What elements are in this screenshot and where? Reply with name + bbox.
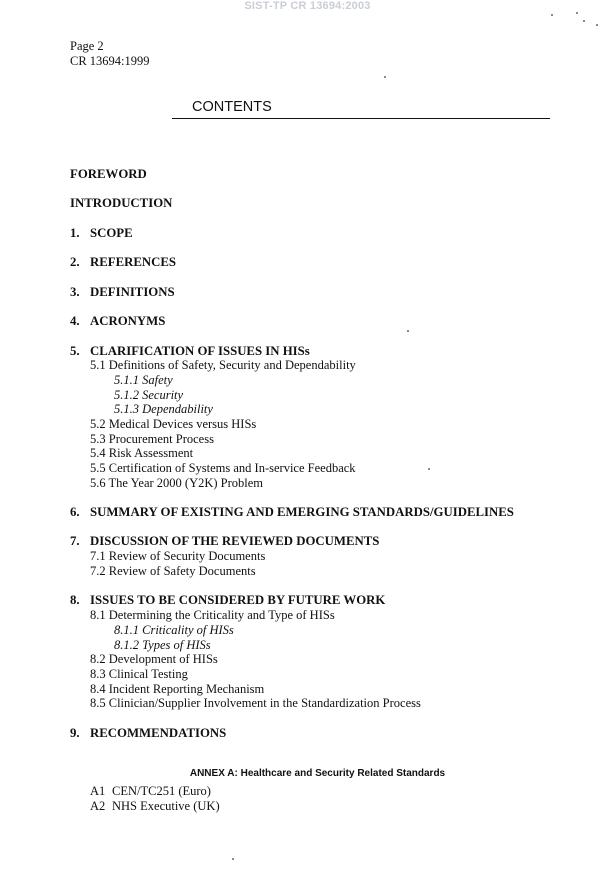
toc-entry-8-1[interactable]: 8.1 Determining the Criticality and Type of HISs (90, 608, 335, 622)
toc-entry-8-3[interactable]: 8.3 Clinical Testing (90, 667, 188, 681)
scan-speck (232, 858, 234, 860)
toc-entry-5-1-2[interactable]: 5.1.2 Security (114, 388, 184, 402)
annex-item-number: A2 (90, 799, 106, 813)
section-title: DEFINITIONS (90, 285, 175, 299)
section-title: ISSUES TO BE CONSIDERED BY FUTURE WORK (90, 593, 386, 607)
toc-entry-8-2[interactable]: 8.2 Development of HISs (90, 652, 218, 666)
toc-section-future-work[interactable] (70, 593, 385, 608)
scan-speck (596, 24, 598, 26)
toc-section-foreword[interactable] (70, 167, 147, 182)
section-title: SUMMARY OF EXISTING AND EMERGING STANDARDS/GUIDELINES (90, 505, 514, 519)
toc-section-acronyms[interactable] (70, 314, 165, 329)
scan-speck (428, 468, 430, 470)
toc-section-definitions[interactable] (70, 285, 175, 300)
section-title: CLARIFICATION OF ISSUES IN HISs (90, 344, 310, 358)
section-number: 8. (70, 593, 80, 607)
page-number: Page 2 (70, 39, 104, 53)
annex-item-label: NHS Executive (UK) (112, 799, 220, 813)
toc-entry-7-2[interactable]: 7.2 Review of Safety Documents (90, 564, 256, 578)
annex-item-number: A1 (90, 784, 106, 798)
scan-speck (407, 330, 409, 332)
toc-entry-7-1[interactable]: 7.1 Review of Security Documents (90, 549, 266, 563)
section-title: DISCUSSION OF THE REVIEWED DOCUMENTS (90, 534, 380, 548)
annex-item-label: CEN/TC251 (Euro) (112, 784, 211, 798)
section-number: 1. (70, 226, 80, 240)
section-title: ACRONYMS (90, 314, 166, 328)
toc-entry-8-4[interactable]: 8.4 Incident Reporting Mechanism (90, 682, 265, 696)
toc-section-scope[interactable] (70, 226, 133, 241)
section-title: INTRODUCTION (70, 196, 173, 210)
section-number: 9. (70, 726, 80, 740)
toc-entry-5-4[interactable]: 5.4 Risk Assessment (90, 446, 194, 460)
toc-entry-8-5[interactable]: 8.5 Clinician/Supplier Involvement in the Standardization Process (90, 696, 421, 710)
scan-speck (384, 76, 386, 78)
toc-entry-5-3[interactable]: 5.3 Procurement Process (90, 432, 214, 446)
section-number: 4. (70, 314, 80, 328)
toc-entry-8-1-1[interactable]: 8.1.1 Criticality of HISs (114, 623, 234, 637)
scan-speck (576, 12, 578, 14)
watermark: SIST-TP CR 13694:2003 (244, 0, 371, 12)
toc-entry-8-1-2[interactable]: 8.1.2 Types of HISs (114, 638, 211, 652)
section-title: REFERENCES (90, 255, 177, 269)
section-title: FOREWORD (70, 167, 147, 181)
scan-speck (583, 20, 585, 22)
toc-entry-5-5[interactable]: 5.5 Certification of Systems and In-service Feedback (90, 461, 356, 475)
toc-section-summary[interactable] (70, 505, 514, 520)
toc-entry-5-1-1[interactable]: 5.1.1 Safety (114, 373, 173, 387)
toc-entry-5-1-3[interactable]: 5.1.3 Dependability (114, 402, 213, 416)
section-number: 6. (70, 505, 80, 519)
contents-title-text: CONTENTS (192, 99, 272, 115)
heading-rule (172, 118, 550, 119)
section-title: SCOPE (90, 226, 133, 240)
annex-a-title[interactable]: ANNEX A: Healthcare and Security Related Standards (189, 768, 446, 779)
annex-item-a1[interactable] (90, 784, 211, 799)
toc-section-references[interactable] (70, 255, 176, 270)
annex-item-a2[interactable] (90, 799, 220, 814)
toc-entry-5-6[interactable]: 5.6 The Year 2000 (Y2K) Problem (90, 476, 264, 490)
toc-section-recommendations[interactable] (70, 726, 226, 741)
section-number: 3. (70, 285, 80, 299)
toc-section-discussion[interactable] (70, 534, 379, 549)
section-title: RECOMMENDATIONS (90, 726, 227, 740)
toc-entry-5-2[interactable]: 5.2 Medical Devices versus HISs (90, 417, 257, 431)
toc-section-clarification[interactable] (70, 344, 310, 359)
section-number: 5. (70, 344, 80, 358)
scan-speck (551, 14, 553, 16)
toc-section-introduction[interactable] (70, 196, 172, 211)
document-id: CR 13694:1999 (70, 54, 150, 68)
section-number: 7. (70, 534, 80, 548)
section-number: 2. (70, 255, 80, 269)
toc-entry-5-1[interactable]: 5.1 Definitions of Safety, Security and Dependability (90, 358, 356, 372)
